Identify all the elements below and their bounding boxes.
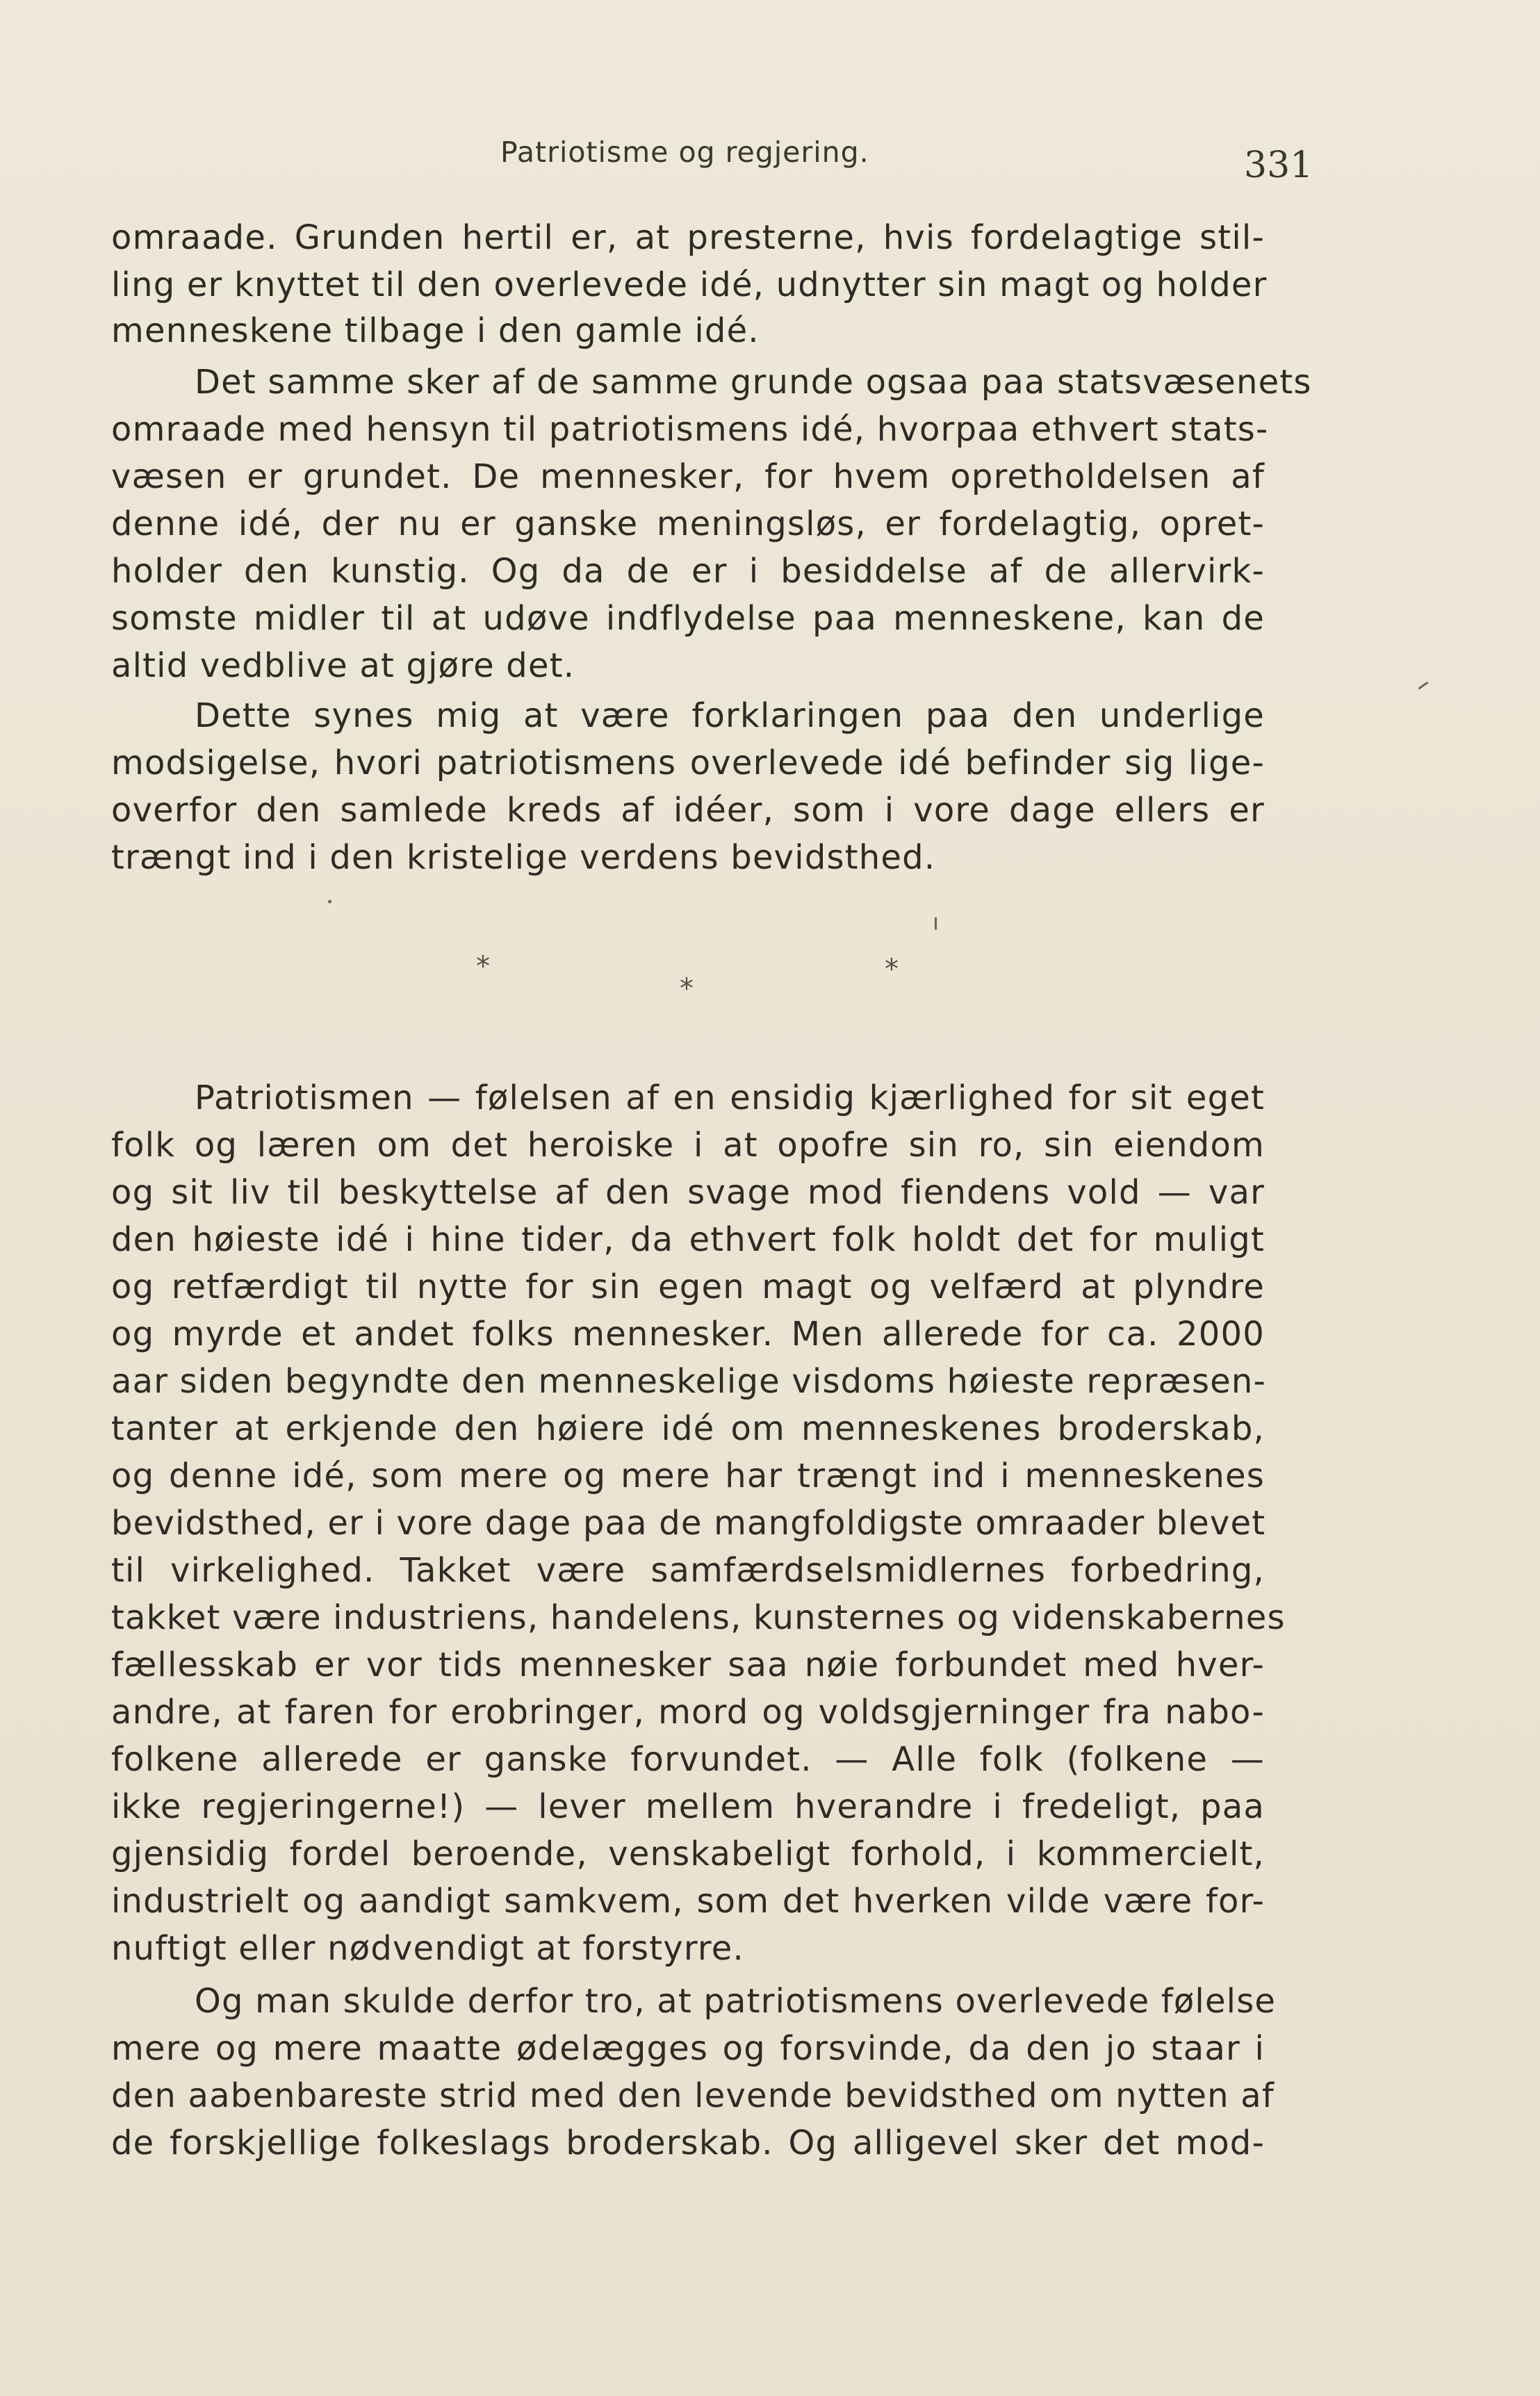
section-break-asterisk: * (680, 973, 694, 1005)
text-line: gjensidig fordel beroende, venskabeligt forhold, i kommercielt, (111, 1835, 1265, 1873)
text-line: og myrde et andet folks mennesker. Men allerede for ca. 2000 (111, 1315, 1265, 1354)
text-line: folkene allerede er ganske forvundet. — Alle folk (folkene — (111, 1740, 1265, 1779)
text-line: denne idé, der nu er ganske meningsløs, er fordelagtig, opret- (111, 504, 1265, 543)
text-line: bevidsthed, er i vore dage paa de mangfoldigste omraader blevet (111, 1504, 1266, 1543)
text-line: folk og læren om det heroiske i at opofre sin ro, sin eiendom (111, 1126, 1265, 1165)
page-number: 331 (1244, 145, 1313, 186)
stray-ink-mark (935, 917, 937, 930)
text-line: holder den kunstig. Og da de er i besiddelse af de allervirk- (111, 552, 1265, 591)
text-line: andre, at faren for erobringer, mord og voldsgjerninger fra nabo- (111, 1693, 1265, 1732)
section-break-asterisk: * (476, 951, 490, 983)
text-line: den høieste idé i hine tider, da ethvert folk holdt det for muligt (111, 1220, 1265, 1259)
text-line: industrielt og aandigt samkvem, som det hverken vilde være for- (111, 1882, 1265, 1921)
text-line: og sit liv til beskyttelse af den svage mod fiendens vold — var (111, 1173, 1265, 1212)
text-line: nuftigt eller nødvendigt at forstyrre. (111, 1929, 744, 1968)
text-line: og denne idé, som mere og mere har trængt ind i menneskenes (111, 1457, 1265, 1495)
text-line: og retfærdigt til nytte for sin egen magt og velfærd at plyndre (111, 1267, 1265, 1306)
text-line: Dette synes mig at være forklaringen paa den underlige (195, 696, 1265, 735)
stray-pencil-mark (1418, 682, 1429, 690)
text-line: Det samme sker af de samme grunde ogsaa paa statsvæsenets (195, 363, 1312, 402)
text-line: overfor den samlede kreds af idéer, som i vore dage ellers er (111, 791, 1265, 830)
text-line: somste midler til at udøve indflydelse paa menneskene, kan de (111, 599, 1265, 638)
text-line: de forskjellige folkeslags broderskab. Og alligevel sker det mod- (111, 2124, 1265, 2163)
section-break-asterisk: * (885, 953, 899, 985)
text-line: altid vedblive at gjøre det. (111, 646, 575, 685)
text-line: trængt ind i den kristelige verdens bevidsthed. (111, 838, 936, 877)
running-head-title: Patriotisme og regjering. (500, 136, 869, 169)
text-line: aar siden begyndte den menneskelige visdoms høieste repræsen- (111, 1362, 1267, 1401)
text-line: Patriotismen — følelsen af en ensidig kjærlighed for sit eget (195, 1078, 1265, 1117)
text-line: menneskene tilbage i den gamle idé. (111, 311, 760, 350)
text-line: takket være industriens, handelens, kunsternes og videnskabernes (111, 1598, 1286, 1637)
text-line: modsigelse, hvori patriotismens overlevede idé befinder sig lige- (111, 744, 1265, 782)
text-line: omraade. Grunden hertil er, at presterne, hvis fordelagtige stil- (111, 218, 1265, 257)
text-line: Og man skulde derfor tro, at patriotismens overlevede følelse (195, 1982, 1277, 2021)
text-line: til virkelighed. Takket være samfærdselsmidlernes forbedring, (111, 1551, 1265, 1590)
text-line: omraade med hensyn til patriotismens idé, hvorpaa ethvert stats- (111, 410, 1269, 449)
stray-ink-dot (328, 900, 331, 903)
text-line: fællesskab er vor tids mennesker saa nøie forbundet med hver- (111, 1646, 1265, 1684)
text-line: tanter at erkjende den høiere idé om menneskenes broderskab, (111, 1409, 1265, 1448)
text-line: ling er knyttet til den overlevede idé, udnytter sin magt og holder (111, 265, 1268, 304)
text-line: mere og mere maatte ødelægges og forsvinde, da den jo staar i (111, 2029, 1265, 2068)
text-line: den aabenbareste strid med den levende bevidsthed om nytten af (111, 2076, 1275, 2115)
text-line: ikke regjeringerne!) — lever mellem hverandre i fredeligt, paa (111, 1787, 1265, 1826)
text-line: væsen er grundet. De mennesker, for hvem opretholdelsen af (111, 457, 1265, 496)
